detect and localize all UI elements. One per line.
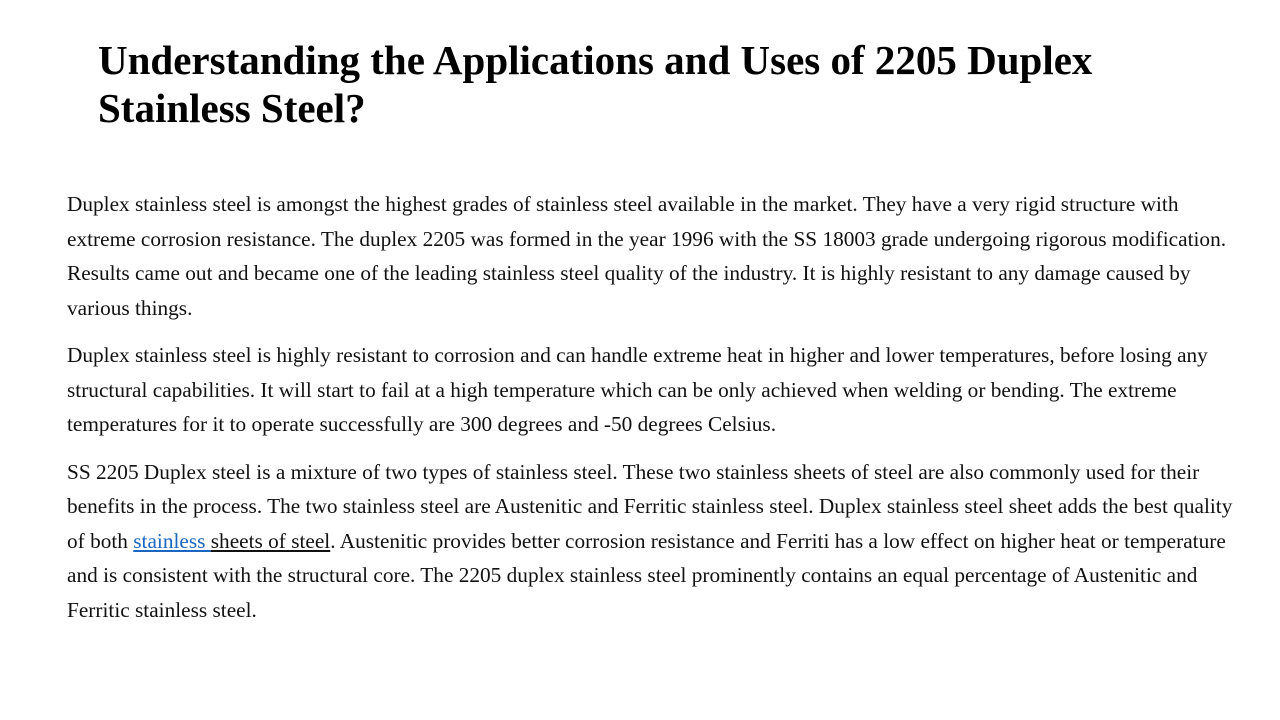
sheets-of-steel-text: sheets of steel (210, 528, 331, 553)
stainless-link[interactable]: stainless (133, 528, 211, 553)
paragraph-text-after-link: . Austenitic provides better corrosion resistance and Ferriti has a low effect on higher heat or temperature and is consistent with the structural core. The 2205 duplex stainless steel prominently contains an equal percentage of Austenitic and Ferritic stainless steel. (67, 528, 1226, 622)
paragraph-temperature: Duplex stainless steel is highly resistant to corrosion and can handle extreme heat in higher and lower temperatures, before losing any structural capabilities. It will start to fail at a high temperature which can be only achieved when welding or bending. The extreme temperatures for it to operate successfully are 300 degrees and -50 degrees Celsius. (67, 343, 1208, 436)
page-title: Understanding the Applications and Uses of 2205 Duplex Stainless Steel? (98, 37, 1093, 131)
article-body (67, 187, 1239, 640)
paragraph-intro: Duplex stainless steel is amongst the highest grades of stainless steel available in the market. They have a very rigid structure with extreme corrosion resistance. The duplex 2205 was formed in the year 1996 with the SS 18003 grade undergoing rigorous modification. Results came out and became one of the leading stainless steel quality of the industry. It is highly resistant to any damage caused by various things. (67, 192, 1227, 320)
paragraph-text-before-link: SS 2205 Duplex steel is a mixture of two types of stainless steel. These two stainless sheets of steel are also commonly used for their benefits in the process. The two stainless steel are Austenitic and Ferritic stainless steel. Duplex stainless steel sheet adds the best quality of both (67, 459, 1233, 553)
paragraph-composition (67, 455, 1239, 628)
